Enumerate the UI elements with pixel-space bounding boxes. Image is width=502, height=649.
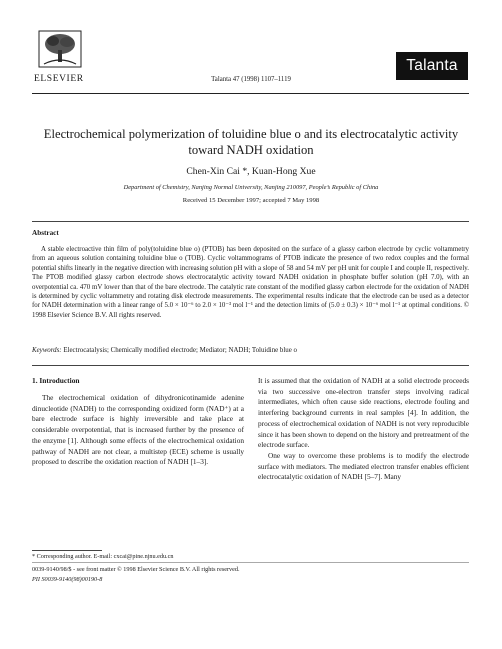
abstract-top-divider — [32, 221, 469, 222]
right-column — [258, 376, 469, 483]
elsevier-tree-logo-icon — [38, 30, 82, 68]
abstract-body — [32, 245, 469, 320]
pii-line: PII S0039-9140(98)00190-8 — [32, 576, 103, 583]
received-dates: Received 15 December 1997; accepted 7 May 1998 — [182, 197, 320, 204]
left-column — [32, 393, 244, 468]
journal-citation: Talanta 47 (1998) 1107–1119 — [211, 76, 291, 83]
article-authors: Chen-Xin Cai *, Kuan-Hong Xue — [186, 166, 316, 177]
journal-logo: Talanta — [396, 52, 468, 80]
introduction-heading: 1. Introduction — [32, 376, 80, 385]
author-affiliation: Department of Chemistry, Nanjing Normal University, Nanjing 210097, People’s Republic of China — [123, 184, 379, 191]
intro-paragraph-2: It is assumed that the oxidation of NADH at a solid electrode proceeds via two successive one-electron transfer steps involving radical intermediates, which often cause side reactions, electrode fouling and interfering background currents in real samples [4]. In addition, the process of electrochemical oxidation of NADH is not very reproducible since it has been shown to depend on the history and pretreatment of the electrode surface. — [258, 376, 469, 450]
footer-divider — [32, 562, 469, 563]
corresponding-author-footnote: * Corresponding author. E-mail: cxcai@pine.njnu.edu.cn — [32, 553, 174, 560]
publisher-name: ELSEVIER — [34, 74, 84, 84]
intro-paragraph-3: One way to overcome these problems is to modify the electrode surface with mediators. The mediated electron transfer enables efficient electrocatalytic oxidation of NADH [5–7]. Many — [258, 450, 469, 482]
article-title: Electrochemical polymerization of toluidine blue o and its electrocatalytic activity toward NADH oxidation — [43, 127, 459, 157]
copyright-line: 0039-9140/98/$ - see front matter © 1998 Elsevier Science B.V. All rights reserved. — [32, 566, 240, 573]
header-divider — [32, 93, 469, 94]
footnote-divider — [32, 550, 102, 551]
keywords-label: Keywords: — [32, 347, 62, 354]
keywords-line — [32, 347, 469, 354]
intro-paragraph-1: The electrochemical oxidation of dihydronicotinamide adenine dinucleotide (NADH) to the corresponding oxidized form (NAD⁺) at a bare electrode surface is highly irreversible and take place at considerable overpotential, that is increased further by the presence of the enzyme [1]. Although some effects of the electrochemical oxidation pathway of NADH are not clear, a multistep (ECE) scheme is usually proposed to describe the oxidation reaction of NADH [1–3]. — [32, 393, 244, 467]
abstract-text: A stable electroactive thin film of poly(toluidine blue o) (PTOB) has been deposited on the surface of a glassy carbon electrode by cyclic voltammetry from an aqueous solution containing toluidine blue o (TOB). Cyclic voltammograms of PTOB indicate the presence of two redox couples and the formal potential shifts linearly in the negative direction with increasing solution pH with a slope of 58 and 54 mV per pH unit for couple I and couple II, respectively. The PTOB modified glassy carbon electrode shows electrocatalytic activity toward NADH oxidation in phosphate buffer solution (pH 7.0), with an overpotential ca. 470 mV lower than that of the bare electrode. The catalytic rate constant of the modified glassy carbon electrode for the oxidation of NADH is determined by cyclic voltammetry and rotating disk electrode measurements. The experimental results indicate that the electrode can be used as a detector for NADH determination with a linear range of 5.0 × 10⁻⁶ to 2.0 × 10⁻³ mol l⁻¹ and the detection limits of (5.0 ± 0.3) × 10⁻⁶ mol l⁻¹ at optimal conditions. © 1998 Elsevier Science B.V. All rights reserved. — [32, 246, 469, 319]
abstract-bottom-divider — [32, 365, 469, 366]
keywords-list: Electrocatalysis; Chemically modified electrode; Mediator; NADH; Toluidine blue o — [63, 347, 297, 354]
abstract-heading: Abstract — [32, 229, 59, 237]
